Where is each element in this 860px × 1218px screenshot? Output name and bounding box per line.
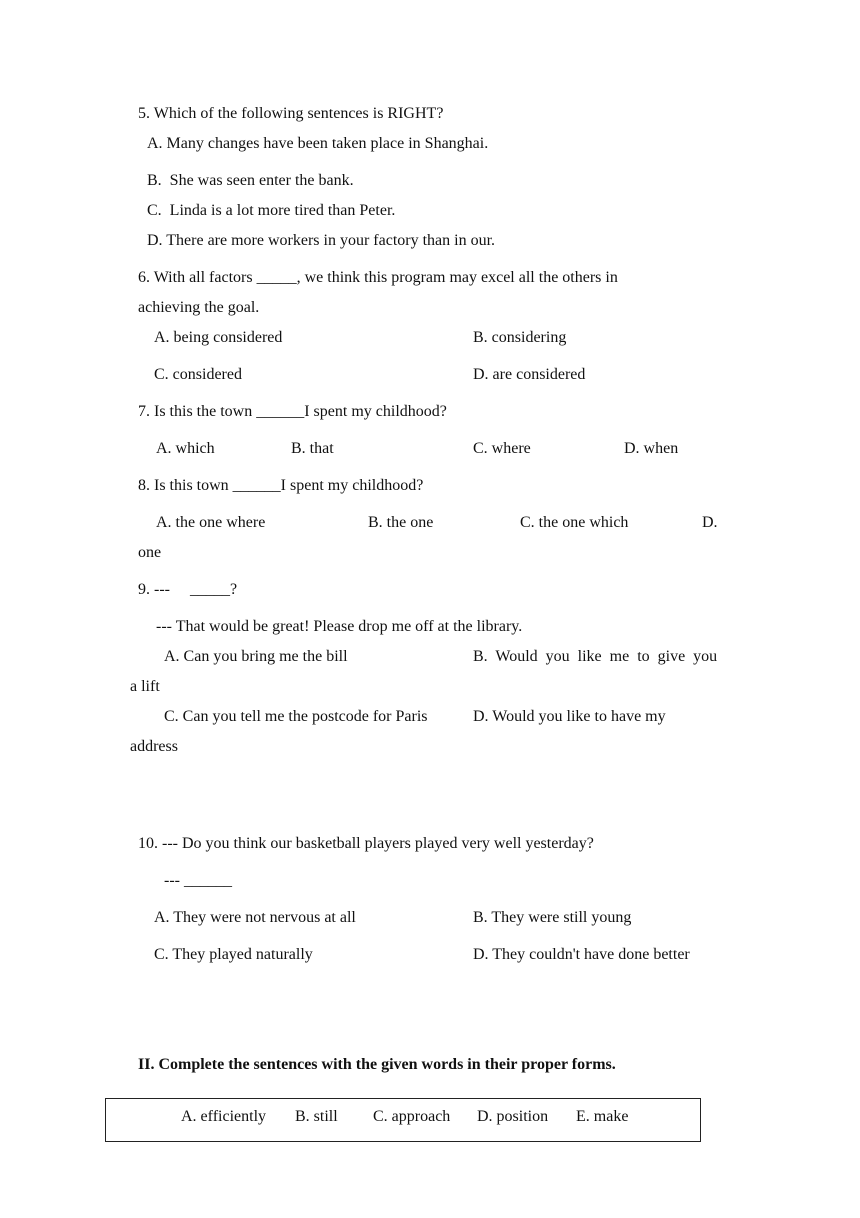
- q9-option-d: D. Would you like to have my: [473, 708, 666, 725]
- q6-option-a: A. being considered: [154, 329, 283, 346]
- q8-option-b: B. the one: [368, 514, 434, 531]
- q7-option-b: B. that: [291, 440, 334, 457]
- q5-option-b: B. She was seen enter the bank.: [147, 172, 354, 189]
- q5-option-a: A. Many changes have been taken place in Shanghai.: [147, 135, 489, 152]
- q8-option-a: A. the one where: [156, 514, 266, 531]
- q10-option-b: B. They were still young: [473, 909, 632, 926]
- q7-stem: 7. Is this the town ______I spent my childhood?: [138, 403, 447, 420]
- q10-reply: --- ______: [164, 872, 232, 889]
- q7-option-a: A. which: [156, 440, 215, 457]
- q10-stem: 10. --- Do you think our basketball players played very well yesterday?: [138, 835, 594, 852]
- q6-option-c: C. considered: [154, 366, 242, 383]
- q9-stem: 9. --- _____?: [138, 581, 238, 598]
- word-bank-item-e: E. make: [576, 1108, 629, 1125]
- word-bank-item-b: B. still: [295, 1108, 338, 1125]
- q6-option-d: D. are considered: [473, 366, 586, 383]
- section-2-heading: II. Complete the sentences with the given words in their proper forms.: [138, 1056, 616, 1073]
- q10-option-c: C. They played naturally: [154, 946, 313, 963]
- q9-option-a: A. Can you bring me the bill: [164, 648, 348, 665]
- q5-stem: 5. Which of the following sentences is RIGHT?: [138, 105, 444, 122]
- q7-option-d: D. when: [624, 440, 679, 457]
- q9-option-c: C. Can you tell me the postcode for Paris: [164, 708, 428, 725]
- q8-option-c: C. the one which: [520, 514, 629, 531]
- q5-option-d: D. There are more workers in your factory than in our.: [147, 232, 496, 249]
- word-bank-item-d: D. position: [477, 1108, 549, 1125]
- q10-option-d: D. They couldn't have done better: [473, 946, 690, 963]
- q9-option-b-continued: a lift: [130, 678, 160, 695]
- q9-option-d-continued: address: [130, 738, 178, 755]
- word-bank-item-c: C. approach: [373, 1108, 451, 1125]
- q9-reply: --- That would be great! Please drop me off at the library.: [156, 618, 523, 635]
- word-bank-item-a: A. efficiently: [181, 1108, 267, 1125]
- q8-option-d: D.: [702, 514, 718, 531]
- q5-option-c: C. Linda is a lot more tired than Peter.: [147, 202, 396, 219]
- q8-option-d-continued: one: [138, 544, 162, 561]
- q10-option-a: A. They were not nervous at all: [154, 909, 356, 926]
- q6-stem-continued: achieving the goal.: [138, 299, 260, 316]
- q7-option-c: C. where: [473, 440, 531, 457]
- q8-stem: 8. Is this town ______I spent my childhood?: [138, 477, 424, 494]
- q6-option-b: B. considering: [473, 329, 567, 346]
- q9-option-b: B. Would you like me to give you: [473, 648, 718, 665]
- q6-stem: 6. With all factors _____, we think this program may excel all the others in: [138, 269, 618, 286]
